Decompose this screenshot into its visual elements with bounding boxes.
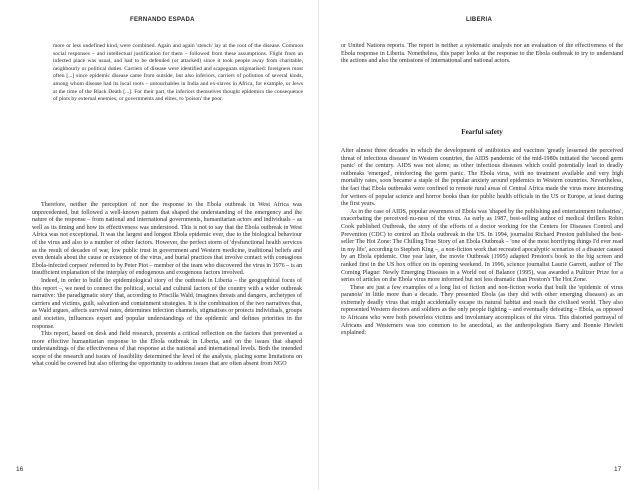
block-quotation: more or less undefined kind, were combined. Again and again 'stench' lay at the root of the disease. Common social responses – and intellectual justification for them – followed from these assumptions. Flight from an infected place was usual, and had to be defended (or attacked) since it took people away from charitable, neighbourly or political duties. Carriers of disease were identified and scapegoats stigmatised: foreigners most often [...] since epidemic disease came from outside, but also inferiors, carriers of pollution of several kinds, among whom disease had its local roots – untouchables in India and ex-slaves in Africa, for example, or Jews at the time of the Black Death [...]. For their part, the inferiors themselves thought epidemics the consequence of plots by external enemies, or governments and elites, to 'poison' the poor. <box>53 43 303 103</box>
running-head-title: LIBERIA <box>466 17 493 23</box>
paragraph: After almost three decades in which the development of antibiotics and vaccines 'greatly lessened the perceived threat of infectious diseases' in Western countries, the AIDS pandemic of the mid-1980s initiated the 'second germ panic' of the century. AIDS was not alone; as other infectious diseases which could potentially lead to deadly outbreaks 'emerged', reinforcing the germ panic. The Ebola virus, with no treatment available and very high mortality rates, soon became a staple of the popular anxiety around epidemics in Western countries. Nevertheless, the fact that Ebola outbreaks were confined to remote rural areas of Central Africa made the virus more interesting for writers of popular science and horror books than for public health officials in the US or Europe, at least during the first years. <box>341 148 623 208</box>
body-text-intro <box>341 43 623 66</box>
paragraph: This report, based on desk and field research, presents a critical reflection on the factors that prevented a more effective humanitarian response to the Ebola outbreak in Liberia, and on the issues that shaped understandings of the effectiveness of that response at the national and international levels. Both the intended scope of the research and issues of feasibility determined the level of the analysis, placing some limitations on what could be covered but also offering the opportunity to address issues that are often absent from NGO <box>32 331 302 368</box>
paragraph: Indeed, in order to build the epidemiological story of the outbreak in Liberia – the geographical focus of this report –, we need to connect the political, social and cultural factors of the country with a wider outbreak narrative: 'the paradigmatic story' that, according to Priscilla Wald, imagines threats and dangers, archetypes of carriers and victims, guilt, salvation and containment strategies. It is the combination of the two narratives that, as Wald argues, affects survival rates, determines infection channels, stigmatises or protects individuals, groups and societies, influences expert and popular understandings of the epidemic and defines priorities in the response. <box>32 277 302 330</box>
section-heading: Fearful safety <box>461 128 503 136</box>
paragraph: Therefore, neither the perception of nor the response to the Ebola outbreak in West Africa was unprecedented, but followed a well-known pattern that shaped the understanding of the emergency and the nature of the response – from national and international governments, humanitarian actors and individuals – as well as its timing and how its effectiveness was understood. This is not to say that the Ebola outbreak in West Africa was not exceptional. It was the largest and longest Ebola epidemic ever, due to the biological behaviour of the virus and also to a number of other factors. However, the perfect storm of 'dysfunctional health services as the result of decades of war, low public trust in government and Western medicine, traditional beliefs and even denials about the cause or existence of the virus, and burial practices that involve contact with contagious Ebola-infected corpses' referred to by Peter Piot – member of the team who discovered the virus in 1976 – is an insufficient explanation of the interplay of endogenous and exogenous factors involved. <box>32 202 302 277</box>
body-text <box>341 148 623 338</box>
body-text <box>32 202 302 369</box>
paragraph: These are just a few examples of a long list of fiction and non-fiction works that built the 'epidemic of virus paranoia' in little more than a decade. They presented Ebola (as they did with other emerging diseases) as an extremely deadly virus that might accidentally escape its natural habitat and reach the civilised world. They also represented Western doctors and soldiers as the only people fighting – and eventually defeating – Ebola, as opposed to Africans who were both powerless victims and involuntary accomplices of the virus. This distorted portrayal of Africans and Westerners was too common to be anecdotal, as the anthropologists Barry and Bonnie Hewlett explained: <box>341 284 623 337</box>
page-number: 17 <box>614 466 622 473</box>
right-page <box>319 0 638 490</box>
paragraph: or United Nations reports. The report is neither a systematic analysis nor an evaluation of the effectiveness of the Ebola response in Liberia. Nonetheless, this paper looks at the response to the Ebola outbreak to try to understand the actions and also the omissions of international and national actors. <box>341 43 623 65</box>
page-number: 16 <box>16 466 24 473</box>
running-head-author: FERNANDO ESPADA <box>130 17 195 23</box>
paragraph: As in the case of AIDS, popular awareness of Ebola was 'shaped by the publishing and entertainment industries', exacerbating the perceived nu-ness of the virus. As early as 1987, best-selling author of medical thrillers Robin Cook published Outbreak, the story of the efforts of a doctor working for the Centers for Diseases Control and Prevention (CDC) to control an Ebola outbreak in the US. In 1994, journalist Richard Preston published the best-seller The Hot Zone: The Chilling True Story of an Ebola Outbreak – 'one of the most horrifying things I'd ever read in my life', according to Stephen King –, a non-fiction work that recreated apocalyptic scenarios of a disaster caused by an Ebola epidemic. One year later, the movie Outbreak (1995) adapted Preston's book to the big screen and ranked first in the US box office on its opening weekend. In 1996, science journalist Laurie Garrett, author of The Coming Plague: Newly Emerging Diseases in a World out of Balance (1995), was awarded a Pulitzer Prize for a series of articles on the Ebola virus more informed but not less dramatic than Preston's The Hot Zone. <box>341 208 623 284</box>
